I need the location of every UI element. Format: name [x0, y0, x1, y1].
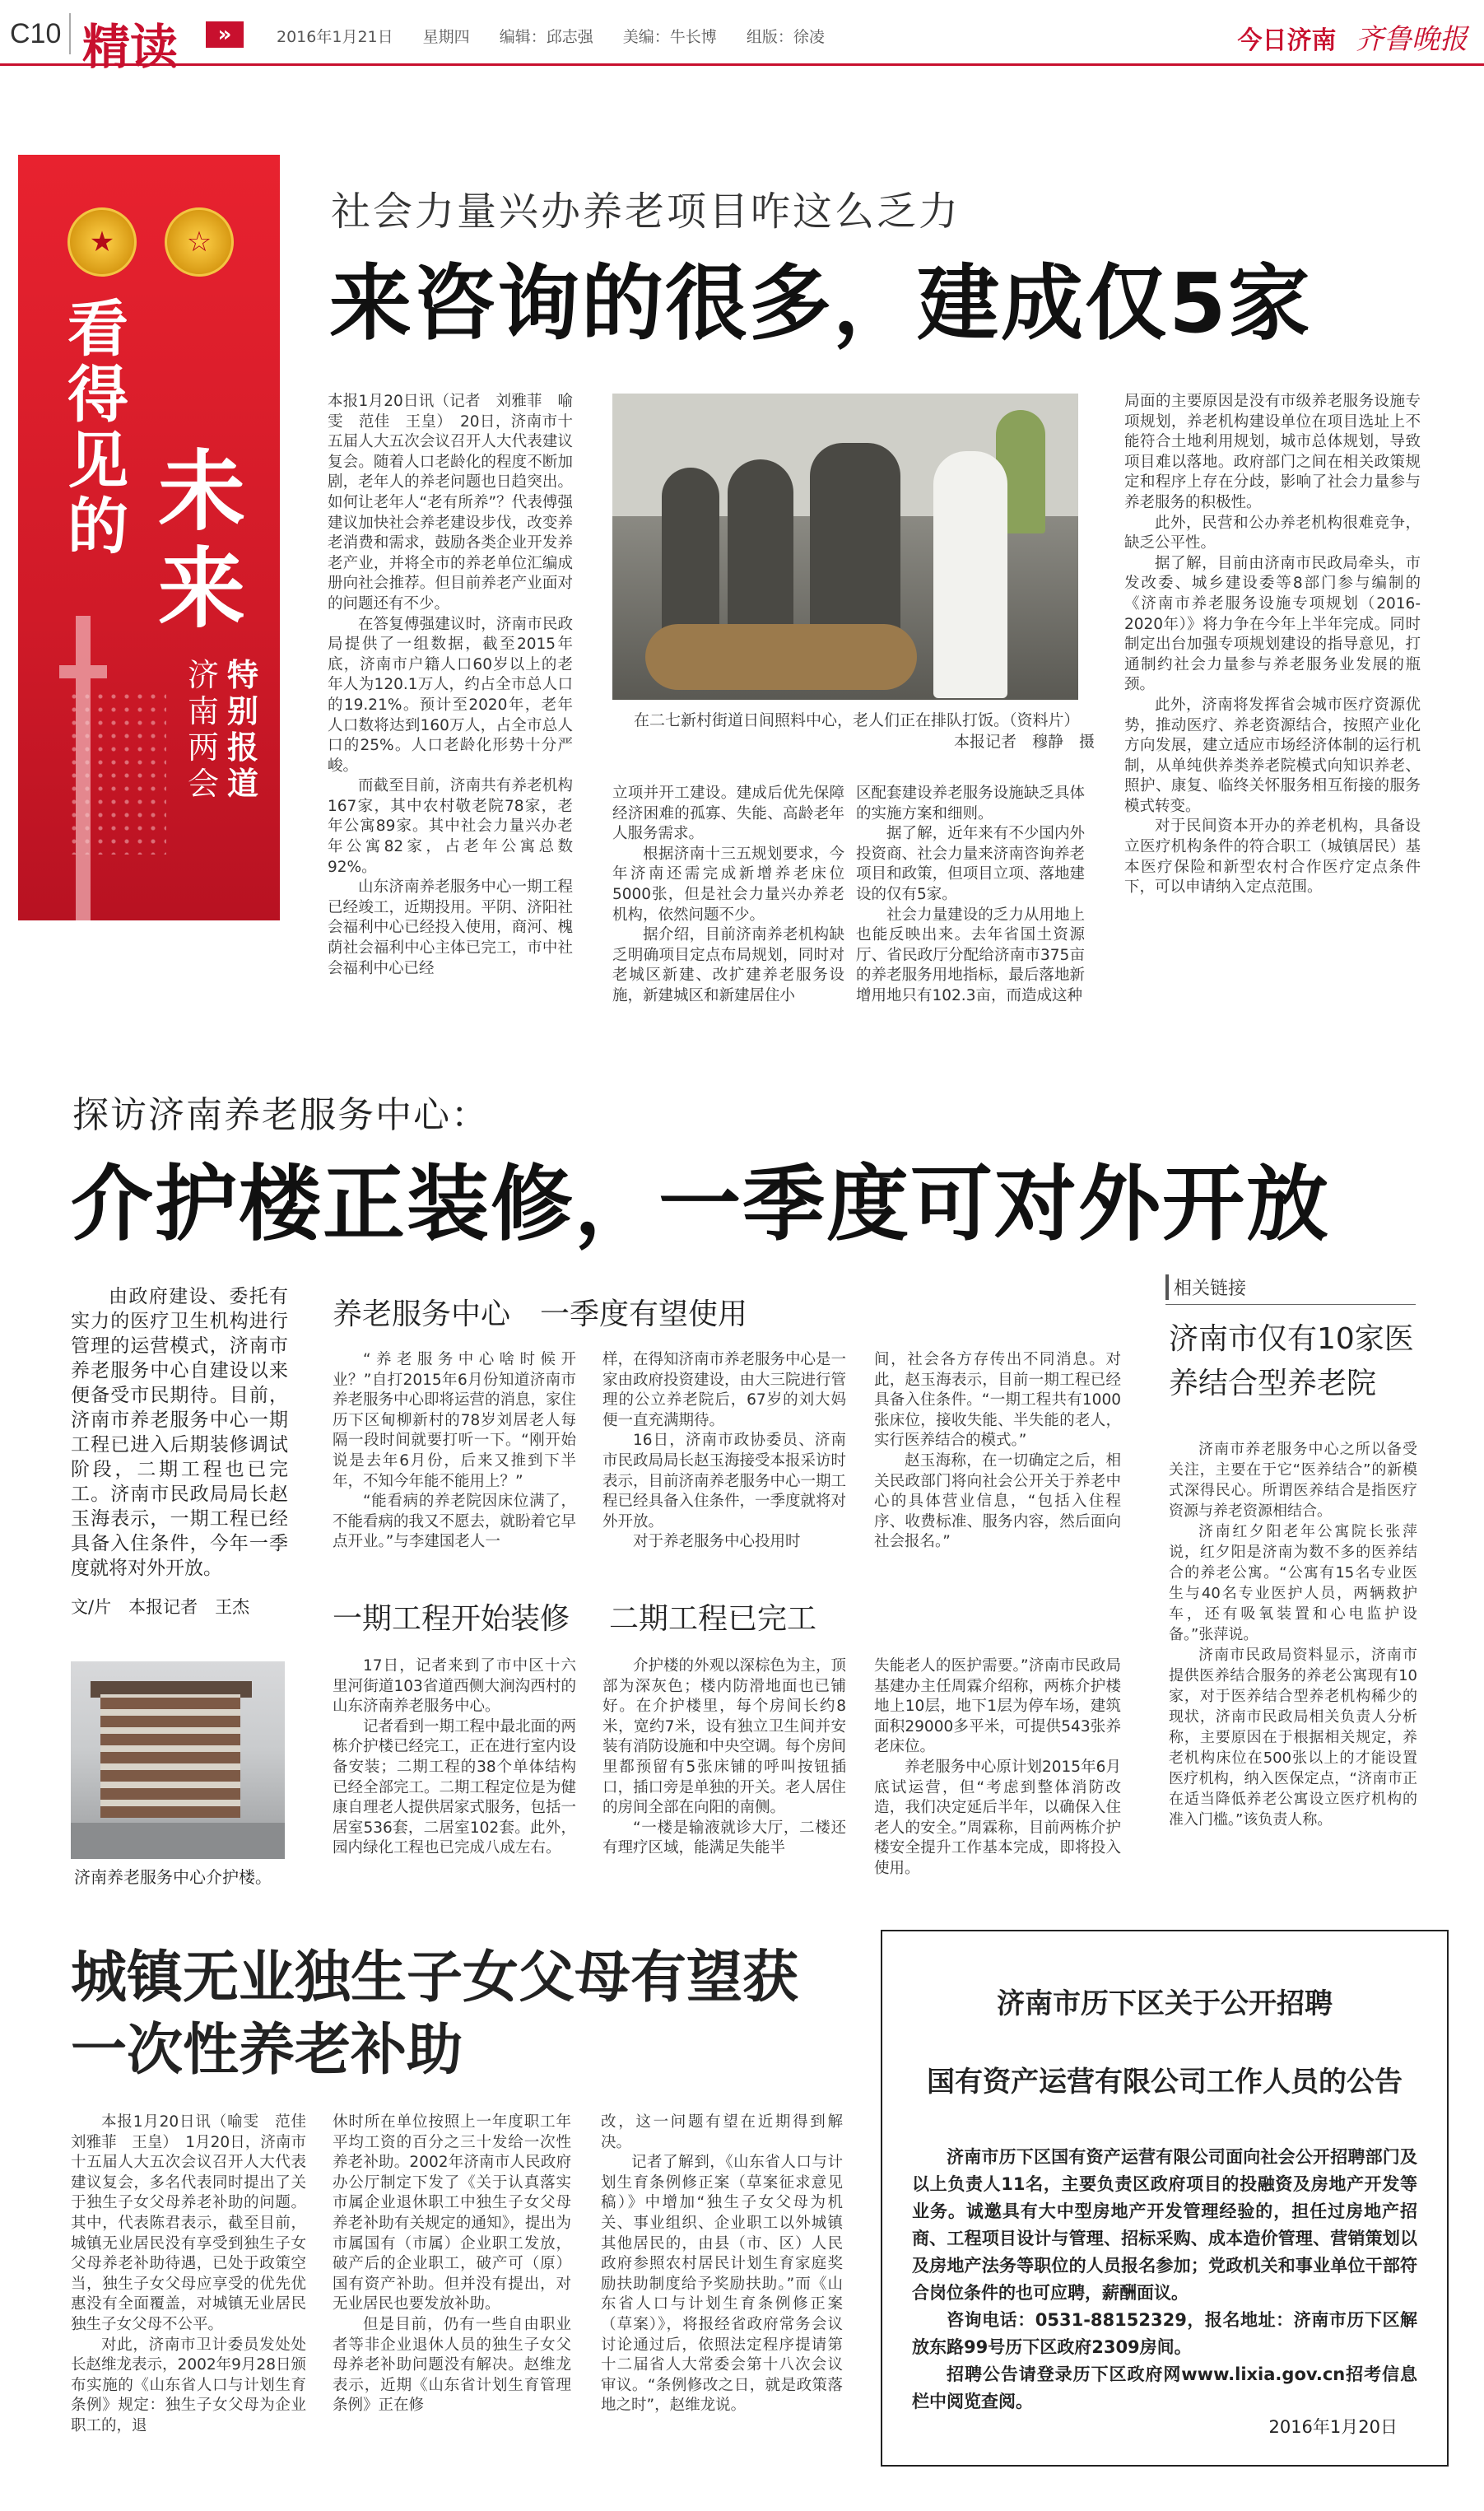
article1-column-2 [612, 784, 844, 1024]
paragraph: 对于民间资本开办的养老机构，具备设立医疗机构条件的符合职工（城镇居民）基本医疗保险和新型农村合作医疗定点条件下，可以申请纳入定点范围。 [1124, 818, 1421, 897]
photo-ground [71, 1823, 285, 1859]
photo-food-tray [645, 624, 917, 690]
paragraph: 对于养老服务中心投用时 [633, 1533, 801, 1551]
banner-slogan-1: 看得见的 [67, 294, 128, 562]
paragraph: 此外，济南将发挥省会城市医疗资源优势，推动医疗、养老资源结合，按照产业化方向发展，建立适应市场经济体制的运行机制，从单纯供养类养老院模式向知识养老、照护、康复、临终关怀服务相互衔接的服务模式转变。 [1124, 696, 1421, 815]
paragraph: 据了解，近年来有不少国内外投资商、社会力量来济南咨询养老项目和政策，但项目立项、落地建设的仅有5家。 [856, 825, 1085, 903]
article1-column-4 [1124, 392, 1421, 1024]
article2-headline: 介护楼正装修，一季度可对外开放 [71, 1156, 1330, 1252]
photo-building [100, 1694, 240, 1818]
photo-nurse [933, 451, 1007, 698]
article2-subhead-3: 二期工程已完工 [609, 1602, 817, 1636]
section-title: 精读 [82, 19, 179, 75]
article2-subhead-2: 一期工程开始装修 [333, 1602, 570, 1636]
notice-body [912, 2144, 1417, 2415]
cppcc-emblem-icon: ☆ [165, 207, 234, 277]
related-link-label: 相关链接 [1165, 1274, 1251, 1300]
proofreader-credit: 组版：徐凌 [746, 28, 825, 46]
article3-column-1 [71, 2113, 322, 2495]
paragraph: 咨询电话：0531-88152329，报名地址：济南市历下区解放东路99号历下区政府2309房间。 [912, 2310, 1417, 2357]
article1-photo [612, 394, 1078, 700]
photo-person [662, 468, 719, 649]
paragraph: 区配套建设养老服务设施缺乏具体的实施方案和细则。 [856, 785, 1085, 822]
photo-credit: 本报记者 穆静 摄 [953, 733, 1095, 751]
article2-column-d [333, 1656, 576, 1895]
paragraph: 据介绍，目前济南养老机构缺乏明确项目定点布局规划，同时对老城区新建、改扩建养老服务设施，新建城区和新建居住小 [612, 926, 844, 1004]
paragraph: 赵玉海称，在一切确定之后，相关民政部门将向社会公开关于养老中心的具体营业信息，“包括入住程序、收费标准、服务内容，然后面向社会报名。” [874, 1451, 1121, 1551]
banner-slogan-2: 未来 [158, 440, 245, 640]
notice-title-line-2: 国有资产运营有限公司工作人员的公告 [927, 2066, 1403, 2099]
recruitment-notice [881, 1930, 1449, 2467]
paragraph: 而截至目前，济南共有养老机构167家，其中农村敬老院78家，老年公寓89家。其中社会力量兴办老年公寓82家，占老年公寓总数92%。 [328, 777, 573, 876]
paragraph: 16日，济南市政协委员、济南市民政局局长赵玉海接受本报采访时表示，目前济南养老服务中心一期工程已经具备入住条件，一季度就将对外开放。 [602, 1432, 847, 1530]
dot-pattern [67, 690, 166, 855]
paragraph: 间，社会各方存传出不同消息。对此，赵玉海表示，目前一期工程已经具备入住条件。“一期工程共有1000张床位，接收失能、半失能的老人，实行医养结合的模式。” [874, 1351, 1121, 1450]
paragraph: 记者看到一期工程中最北面的两栋介护楼已经完工，正在进行室内设备安装；二期工程的38个单体结构已经全部完工。二期工程定位是为健康自理老人提供居家式服务，包括一居室536套，二居室102套。此外，园内绿化工程也已完成八成左右。 [333, 1717, 577, 1857]
article2-lead [71, 1284, 288, 1581]
paragraph: 根据济南十三五规划要求，今年济南还需完成新增养老床位5000张，但是社会力量兴办养老机构，依然问题不少。 [612, 845, 844, 924]
article1-headline: 来咨询的很多，建成仅5家 [329, 255, 1312, 352]
related-headline: 济南市仅有10家医养结合型养老院 [1169, 1322, 1414, 1400]
paragraph: 济南红夕阳老年公寓院长张萍说，红夕阳是济南为数不多的医养结合的养老公寓。“公寓有15名专业医生与40名专业医护人员，两辆救护车，还有吸氧装置和心电监护设备。”张萍说。 [1169, 1523, 1417, 1643]
issue-weekday: 星期四 [422, 28, 470, 46]
paragraph: 失能老人的医护需要。”济南市民政局基建办主任周霖介绍称，两栋介护楼地上10层，地下1层为停车场，建筑面积29000多平米，可提供543张养老床位。 [874, 1657, 1121, 1756]
related-divider [1165, 1304, 1416, 1305]
national-emblem-icon: ★ [67, 207, 137, 277]
caption-text: 在二七新村街道日间照料中心，老人们正在排队打饭。（资料片） [634, 711, 1080, 729]
lead-text: 由政府建设、委托有实力的医疗卫生机构进行管理的运营模式，济南市养老服务中心自建设以来便备受市民期待。目前，济南市养老服务中心一期工程已进入后期装修调试阶段，二期工程也已完工。济南市民政局局长赵玉海表示，一期工程已经具备入住条件，今年一季度就将对外开放。 [71, 1286, 288, 1579]
article2-byline: 文/片 本报记者 王杰 [71, 1597, 250, 1617]
article2-photo-caption: 济南养老服务中心介护楼。 [74, 1867, 272, 1887]
paragraph: 招聘公告请登录历下区政府网www.lixia.gov.cn招考信息栏中阅览查阅。 [912, 2364, 1417, 2411]
article1-photo-caption [634, 710, 1095, 752]
paragraph: 据了解，目前由济南市民政局牵头，市发改委、城乡建设委等8部门参与编制的《济南市养老服务设施专项规划（2016-2020年）》将力争在今年上半年完成。同时制定出台加强专项规划建设的指导意见，打通制约社会力量参与养老服务业发展的瓶颈。 [1124, 554, 1421, 694]
paragraph: “养老服务中心啥时候开业？”自打2015年6月份知道济南市养老服务中心即将运营的消息，家住历下区甸柳新村的78岁刘居老人每隔一段时间就要打听一下。“刚开始说是去年6月份，后来又推到下半年，不知今年能不能用上？” [333, 1351, 577, 1490]
paragraph: 对此，济南市卫计委员发处处长赵维龙表示，2002年9月28日颁布实施的《山东省人口与计划生育条例》规定：独生子女父母为企业职工的，退 [71, 2336, 306, 2434]
article2-subhead-1: 养老服务中心 一季度有望使用 [333, 1297, 748, 1331]
article1-column-1 [328, 392, 573, 1024]
paragraph: 济南市历下区国有资产运营有限公司面向社会公开招聘部门及以上负责人11名，主要负责区政府项目的投融资及房地产开发等业务。诚邀具有大中型房地产开发管理经验的，担任过房地产招商、工程项目设计与管理、招标采购、成本造价管理、营销策划以及房地产法务等职位的人员报名参加；党政机关和事业单位干部符合岗位条件的也可应聘，薪酬面议。 [912, 2147, 1417, 2303]
paragraph: 济南市民政局资料显示，济南市提供医养结合服务的养老公寓现有10家，对于医养结合型养老机构稀少的现状，济南市民政局相关负责人分析称，主要原因在于根据相关规定，养老机构床位在500张以上的才能设置医疗机构，纳入医保定点，“济南市正在适当降低养老公寓设立医疗机构的准入门槛。”该负责人称。 [1169, 1647, 1417, 1829]
article2-photo [71, 1661, 285, 1859]
page-number: C10 [10, 18, 62, 49]
issue-date: 2016年1月21日 [277, 28, 393, 46]
issue-meta [277, 25, 849, 47]
column-name: 今日济南 [1237, 26, 1337, 55]
paragraph: 社会力量建设的乏力从用地上也能反映出来。去年省国土资源厅、省民政厅分配给济南市375亩的养老服务用地指标，最后落地新增用地只有102.3亩，而造成这种 [856, 906, 1085, 1004]
article3-headline: 城镇无业独生子女父母有望获一次性养老补助 [71, 1945, 799, 2083]
paragraph: “能看病的养老院因床位满了，不能看病的我又不愿去，就盼着它早点开业。”与李建国老人一 [333, 1493, 577, 1551]
article2-column-f [874, 1656, 1121, 1895]
article2-kicker: 探访济南养老服务中心： [72, 1094, 489, 1136]
designer-credit: 美编：牛长博 [622, 28, 717, 46]
paragraph: 立项并开工建设。建成后优先保障经济困难的孤寡、失能、高龄老年人服务需求。 [612, 785, 844, 843]
section-arrow-icon: » [206, 21, 244, 48]
newspaper-logo: 齐鲁晚报 [1356, 23, 1468, 56]
paragraph: 休时所在单位按照上一年度职工年平均工资的百分之三十发给一次性养老补助。2002年济南市人民政府办公厅制定下发了《关于认真落实市属企业退休职工中独生子女父母养老补助有关规定的通知》，提出为市属国有（市属）企业职工发放，破产后的企业职工，破产可（原）国有资产补助。但并没有提出，对无业居民也要发放补助。 [333, 2113, 571, 2313]
paragraph: 在答复傅强建议时，济南市民政局提供了一组数据，截至2015年底，济南市户籍人口60岁以上的老年人为120.1万人，约占全市总人口的19.21%。预计至2020年，老年人口数将达到160万人，占全市总人口的25%。人口老龄化形势十分严峻。 [328, 615, 573, 775]
article2-column-c [874, 1350, 1121, 1579]
article2-column-b [602, 1350, 846, 1579]
paragraph: 山东济南养老服务中心一期工程已经竣工，近期投用。平阴、济阳社会福利中心已经投入使用，商河、槐荫社会福利中心主体已完工，市中社会福利中心已经 [328, 878, 573, 977]
banner-event-name: 济南两会 [188, 657, 220, 802]
notice-title-line-1: 济南市历下区关于公开招聘 [997, 1987, 1333, 2020]
article2-column-a [333, 1350, 576, 1579]
header-divider [69, 13, 71, 54]
paragraph: 养老服务中心原计划2015年6月底试运营，但“考虑到整体消防改造，我们决定延后半年，以确保入住老人的安全。”周霖称，目前两栋介护楼安全提升工作基本完成，即将投入使用。 [874, 1758, 1121, 1877]
page-header [0, 0, 1484, 75]
editor-credit: 编辑：邱志强 [499, 28, 593, 46]
paragraph: “一楼是输液就诊大厅，二楼还有理疗区域，能满足失能半 [602, 1819, 846, 1857]
article2-column-e [602, 1656, 846, 1895]
article1-kicker: 社会力量兴办养老项目咋这么乏力 [331, 189, 961, 235]
paragraph: 本报1月20日讯（记者 刘雅菲 喻雯 范佳 王皇） 20日，济南市十五届人大五次会议召开人大代表建议复会。随着人口老龄化的程度不断加剧，老年人的养老问题也日趋突出。如何让老年人“老有所养”？代表傅强建议加快社会养老建设步伐，改变养老消费和需求，鼓励各类企业开发养老产业，并将全市的养老单位汇编成册向社会推荐。但目前养老产业面对的问题还有不少。 [328, 393, 573, 613]
paragraph: 本报1月20日讯（喻雯 范佳 刘雅菲 王皇） 1月20日，济南市十五届人大五次会议召开人大代表建议复会，多名代表同时提出了关于独生子女父母养老补助的问题。其中，代表陈君表示，截至目前，城镇无业居民没有享受到独生子女父母养老补助待遇，已处于政策空当，独生子女父母应享受的优先优惠没有全面覆盖，对城镇无业居民独生子女父母不公平。 [71, 2113, 322, 2333]
paragraph: 介护楼的外观以深棕色为主，顶部为深灰色；楼内防滑地面也已铺好。在介护楼里，每个房间长约8米，宽约7米，设有独立卫生间并安装有消防设施和中央空调。每个房间里都预留有5张床铺的呼叫按钮插口，插口旁是单独的开关。老人居住的房间全部在向阳的南侧。 [602, 1657, 847, 1817]
paragraph: 但是目前，仍有一些自由职业者等非企业退休人员的独生子女父母养老补助问题没有解决。赵维龙表示，近期《山东省计划生育管理条例》正在修 [333, 2315, 571, 2415]
paragraph: 样，在得知济南市养老服务中心是一家由政府投资建设，由大三院进行管理的公立养老院后，67岁的刘大妈便一直充满期待。 [602, 1351, 847, 1429]
paragraph: 局面的主要原因是没有市级养老服务设施专项规划，养老机构建设单位在项目选址上不能符合土地利用规划，城市总体规划，导致项目难以落地。政府部门之间在相关政策规定和程序上存在分歧，影响了社会力量参与养老服务的积极性。 [1124, 393, 1421, 511]
paragraph: 17日，记者来到了市中区十六里河街道103省道西侧大涧沟西村的山东济南养老服务中心。 [333, 1657, 576, 1716]
banner-report-label: 特别报道 [227, 657, 259, 802]
photo-person [728, 459, 793, 649]
article3-column-2 [333, 2113, 571, 2495]
paragraph: 此外，民营和公办养老机构很难竞争，缺乏公平性。 [1124, 514, 1421, 552]
paragraph: 记者了解到，《山东省人口与计划生育条例修正案（草案征求意见稿）》中增加“独生子女父母为机关、事业组织、企业职工以外城镇其他居民的，由县（市、区）人民政府参照农村居民计划生育家庭奖励扶助制度给予奖励扶助。”而《山东省人口与计划生育条例修正案（草案）》，将报经省政府常务会议讨论通过后，依照法定程序提请第十二届省人大常委会第十八次会议审议。“条例修改之日，就是政策落地之时”，赵维龙说。 [601, 2154, 843, 2415]
notice-date: 2016年1月20日 [1268, 2417, 1398, 2437]
paragraph: 改，这一问题有望在近期得到解决。 [601, 2113, 843, 2151]
special-report-banner [18, 155, 280, 920]
related-body [1169, 1439, 1417, 1900]
article1-column-3 [856, 784, 1085, 1024]
article3-column-3 [601, 2113, 843, 2495]
masthead-right [1237, 16, 1468, 57]
paragraph: 济南市养老服务中心之所以备受关注，主要在于它“医养结合”的新模式深得民心。所谓医养结合是指医疗资源与养老资源相结合。 [1169, 1441, 1417, 1520]
